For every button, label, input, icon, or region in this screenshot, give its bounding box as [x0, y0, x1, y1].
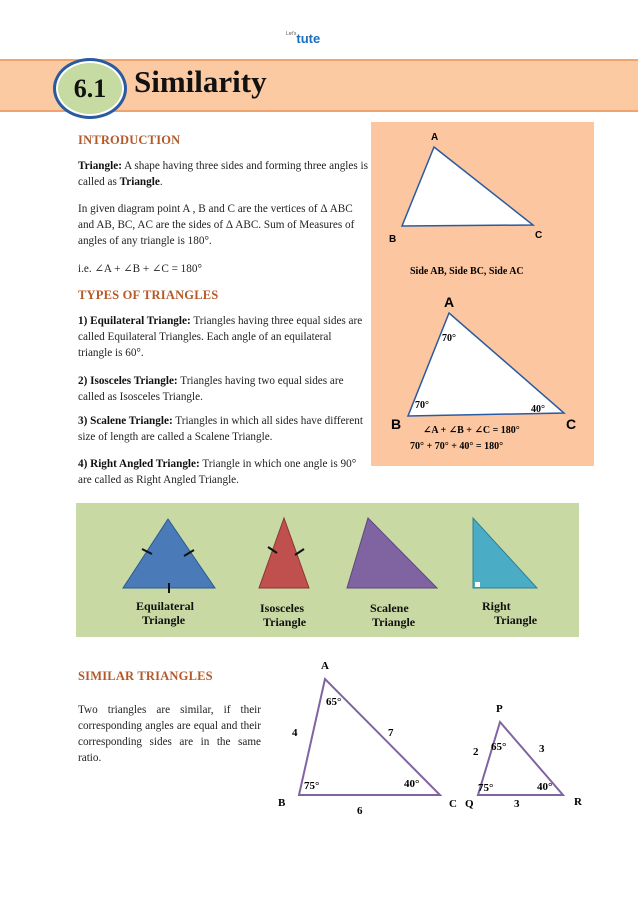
- label-angle-c: C: [566, 416, 577, 432]
- small-label-q: Q: [465, 798, 474, 810]
- big-angle-b: 75°: [304, 780, 320, 792]
- type-isosceles: 2) Isosceles Triangle: Triangles having two equal sides are called as Isosceles Triangle.: [78, 375, 344, 403]
- type-scalene: 3) Scalene Triangle: Triangles in which all sides have different size of length are called a Scalene Triangle.: [78, 415, 363, 443]
- similar-triangles-definition: Two triangles are similar, if their corresponding angles are equal and their corresponding sides are in the same ratio.: [78, 704, 261, 764]
- vertices-paragraph: In given diagram point A , B and C are the vertices of Δ ABC and AB, BC, AC are the sides of Δ ABC. Sum of Measures of angles of any triangle is 180°.: [78, 203, 355, 247]
- angle-a-value: 70°: [442, 333, 456, 344]
- big-angle-c: 40°: [404, 778, 420, 790]
- label-a: A: [431, 132, 439, 143]
- label-b: B: [389, 234, 397, 245]
- small-side-pr: 3: [539, 743, 545, 755]
- triangle-definition: Triangle: A shape having three sides and forming three angles is called as Triangle.: [78, 160, 368, 188]
- angle-sum-formula: i.e. ∠A + ∠B + ∠C = 180°: [78, 263, 202, 275]
- triangle-diagram-panel: [371, 122, 594, 466]
- sides-caption: Side AB, Side BC, Side AC: [410, 266, 524, 277]
- type-equilateral: 1) Equilateral Triangle: Triangles having three equal sides are called Equilateral Triangles. Each angle of an equilateral triangle is 60°.: [78, 315, 363, 359]
- big-label-c: C: [449, 798, 457, 810]
- lets-tute-logo: $^{Let's}$tute: [286, 31, 321, 46]
- big-side-ab: 4: [292, 727, 298, 739]
- small-side-pq: 2: [473, 746, 479, 758]
- introduction-heading: INTRODUCTION: [78, 133, 181, 147]
- angle-c-value: 40°: [531, 404, 545, 415]
- scalene-triangle-shape: [347, 518, 437, 588]
- type-right-angled: 4) Right Angled Triangle: Triangle in which one angle is 90° are called as Right Angled Triangle.: [78, 458, 357, 486]
- label-angle-b: B: [391, 416, 402, 432]
- chapter-title: Similarity: [134, 64, 267, 99]
- small-label-r: R: [574, 796, 582, 808]
- chapter-number-badge: 6.1: [53, 58, 127, 119]
- small-side-qr: 3: [514, 798, 520, 810]
- small-angle-r: 40°: [537, 781, 553, 793]
- isosceles-label: Isosceles Triangle: [260, 601, 307, 629]
- big-angle-a: 65°: [326, 696, 342, 708]
- similar-triangles-heading: SIMILAR TRIANGLES: [78, 669, 213, 683]
- big-side-ac: 7: [388, 727, 394, 739]
- big-side-bc: 6: [357, 805, 363, 817]
- panel-diagrams: [371, 122, 594, 466]
- equilateral-triangle-shape: [123, 519, 215, 588]
- small-angle-q: 75°: [478, 782, 494, 794]
- isosceles-triangle-shape: [259, 518, 309, 588]
- big-label-a: A: [321, 660, 329, 672]
- right-triangle-shape: [473, 518, 537, 588]
- right-label: Right Triangle: [482, 599, 538, 627]
- angle-b-value: 70°: [415, 400, 429, 411]
- types-heading: TYPES OF TRIANGLES: [78, 288, 219, 302]
- formula-line-2: 70° + 70° + 40° = 180°: [410, 441, 504, 452]
- equilateral-label: Equilateral Triangle: [136, 599, 195, 627]
- similar-triangles-diagram: [270, 650, 600, 825]
- small-label-p: P: [496, 703, 503, 715]
- small-angle-p: 65°: [491, 741, 507, 753]
- big-label-b: B: [278, 797, 286, 809]
- scalene-label: Scalene Triangle: [370, 601, 416, 629]
- right-angle-marker: [475, 582, 480, 587]
- formula-line-1: ∠A + ∠B + ∠C = 180°: [423, 425, 520, 436]
- label-c: C: [535, 230, 543, 241]
- triangle-abc: [402, 147, 533, 226]
- label-angle-a: A: [444, 294, 455, 310]
- triangle-with-angles: [408, 313, 564, 416]
